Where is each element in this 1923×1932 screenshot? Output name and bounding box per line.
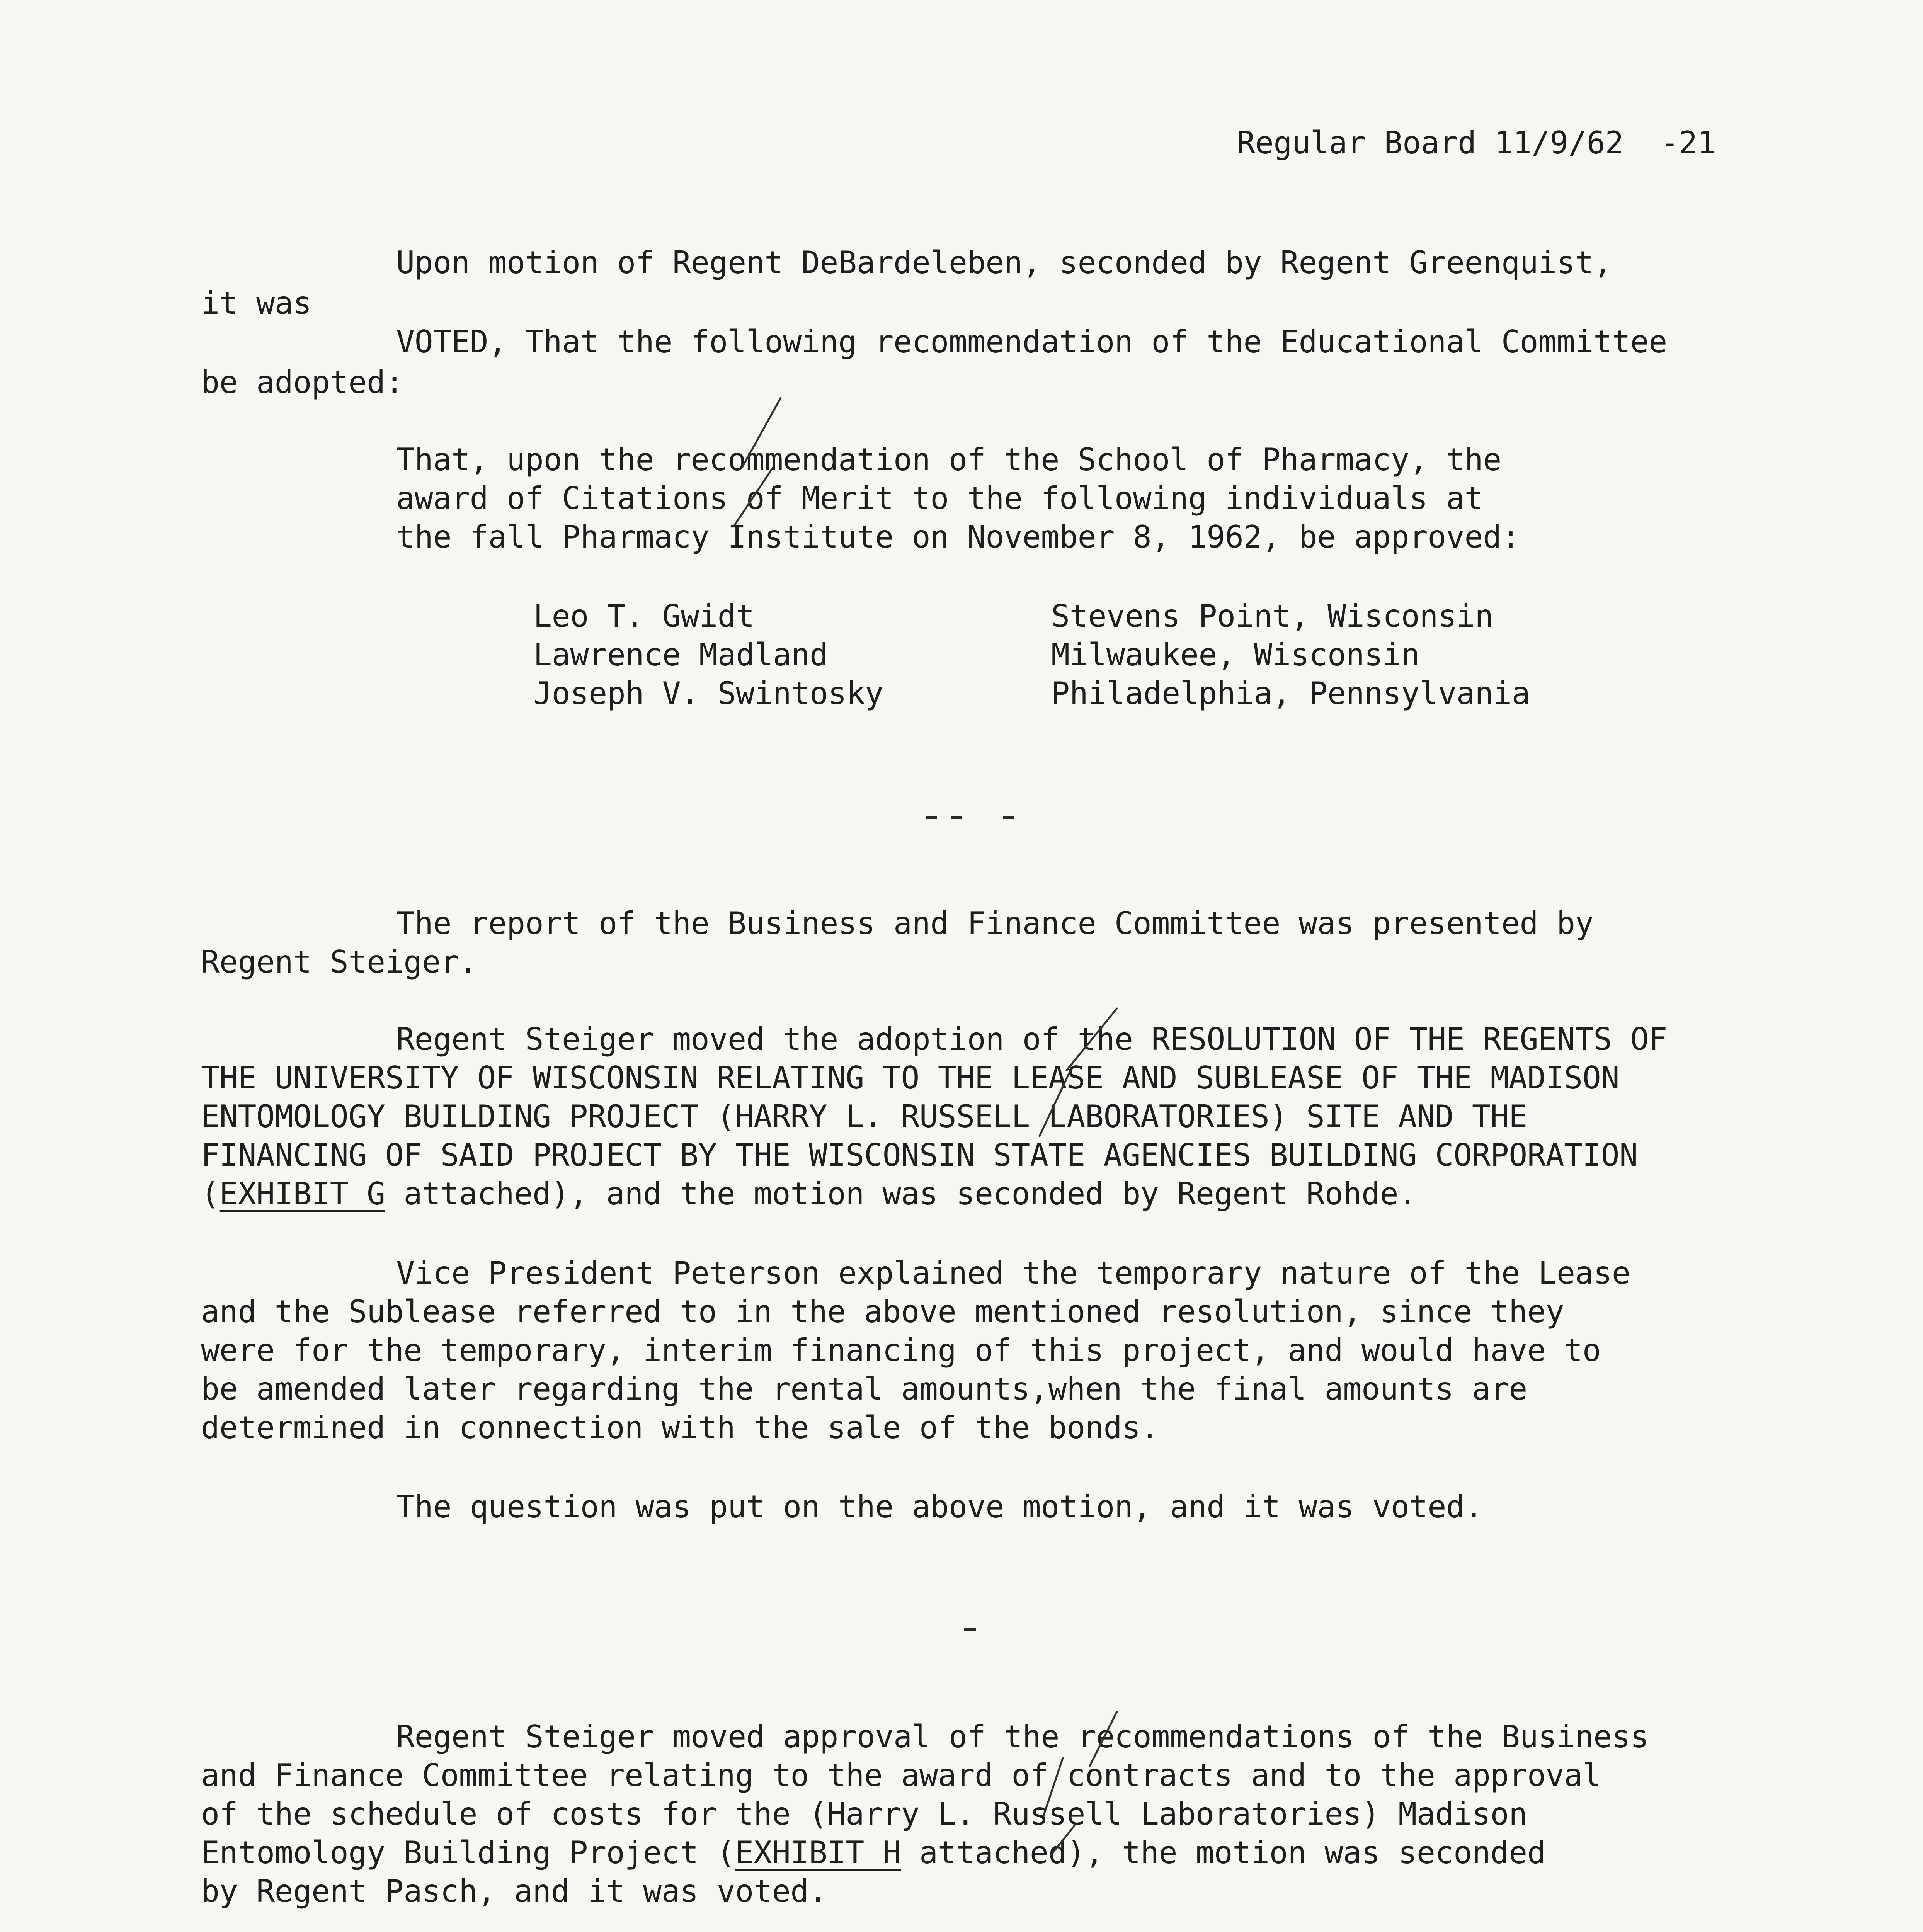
resolution-line1: Regent Steiger moved the adoption of the RESOLUTION OF THE REGENTS OF xyxy=(396,1021,1667,1057)
awardee-location: Philadelphia, Pennsylvania xyxy=(1051,675,1530,711)
motion-p1-line3: VOTED, That the following recommendation of the Educational Committee xyxy=(396,324,1667,360)
awardee-location: Milwaukee, Wisconsin xyxy=(1051,637,1420,673)
resolution-line5: (EXHIBIT G attached), and the motion was seconded by Regent Rohde. xyxy=(201,1176,1417,1212)
explanation-line4: be amended later regarding the rental amounts,when the final amounts are xyxy=(201,1371,1527,1407)
awardee-name: Joseph V. Swintosky xyxy=(533,675,883,711)
awardee-location: Stevens Point, Wisconsin xyxy=(1051,598,1493,634)
contracts-line4: Entomology Building Project (EXHIBIT H attached), the motion was seconded xyxy=(201,1835,1546,1871)
explanation-line1: Vice President Peterson explained the temporary nature of the Lease xyxy=(396,1255,1630,1291)
section-separator xyxy=(964,1628,976,1631)
contracts-line3: of the schedule of costs for the (Harry L. Russell Laboratories) Madison xyxy=(201,1796,1527,1832)
motion-p1-line1: Upon motion of Regent DeBardeleben, seconded by Regent Greenquist, xyxy=(396,245,1612,281)
motion-p1-line2: it was xyxy=(201,285,311,321)
report-line1: The report of the Business and Finance Committee was presented by xyxy=(396,905,1594,941)
vote-line: The question was put on the above motion, and it was voted. xyxy=(396,1489,1483,1525)
awardee-name: Leo T. Gwidt xyxy=(533,598,754,634)
awardee-name: Lawrence Madland xyxy=(533,637,828,673)
exhibit-g-reference: EXHIBIT G xyxy=(219,1176,385,1212)
explanation-line5: determined in connection with the sale of the bonds. xyxy=(201,1410,1159,1446)
recommendation-line1: That, upon the recommendation of the School of Pharmacy, the xyxy=(396,442,1501,478)
exhibit-h-reference: EXHIBIT H xyxy=(735,1835,901,1871)
contracts-line2: and Finance Committee relating to the award of contracts and to the approval xyxy=(201,1757,1601,1793)
explanation-line2: and the Sublease referred to in the above mentioned resolution, since they xyxy=(201,1294,1564,1330)
running-head: Regular Board 11/9/62 -21 xyxy=(1237,125,1716,161)
explanation-line3: were for the temporary, interim financing of this project, and would have to xyxy=(201,1332,1601,1368)
recommendation-line2: award of Citations of Merit to the following individuals at xyxy=(396,480,1483,516)
resolution-line2: THE UNIVERSITY OF WISCONSIN RELATING TO THE LEASE AND SUBLEASE OF THE MADISON xyxy=(201,1060,1620,1096)
resolution-line4: FINANCING OF SAID PROJECT BY THE WISCONSIN STATE AGENCIES BUILDING CORPORATION xyxy=(201,1137,1638,1173)
motion-p1-line4: be adopted: xyxy=(201,364,404,400)
report-line2: Regent Steiger. xyxy=(201,944,477,980)
contracts-line1: Regent Steiger moved approval of the recommendations of the Business xyxy=(396,1719,1649,1755)
contracts-line5: by Regent Pasch, and it was voted. xyxy=(201,1873,827,1909)
resolution-line3: ENTOMOLOGY BUILDING PROJECT (HARRY L. RUSSELL LABORATORIES) SITE AND THE xyxy=(201,1099,1527,1134)
recommendation-line3: the fall Pharmacy Institute on November 8, 1962, be approved: xyxy=(396,519,1520,555)
